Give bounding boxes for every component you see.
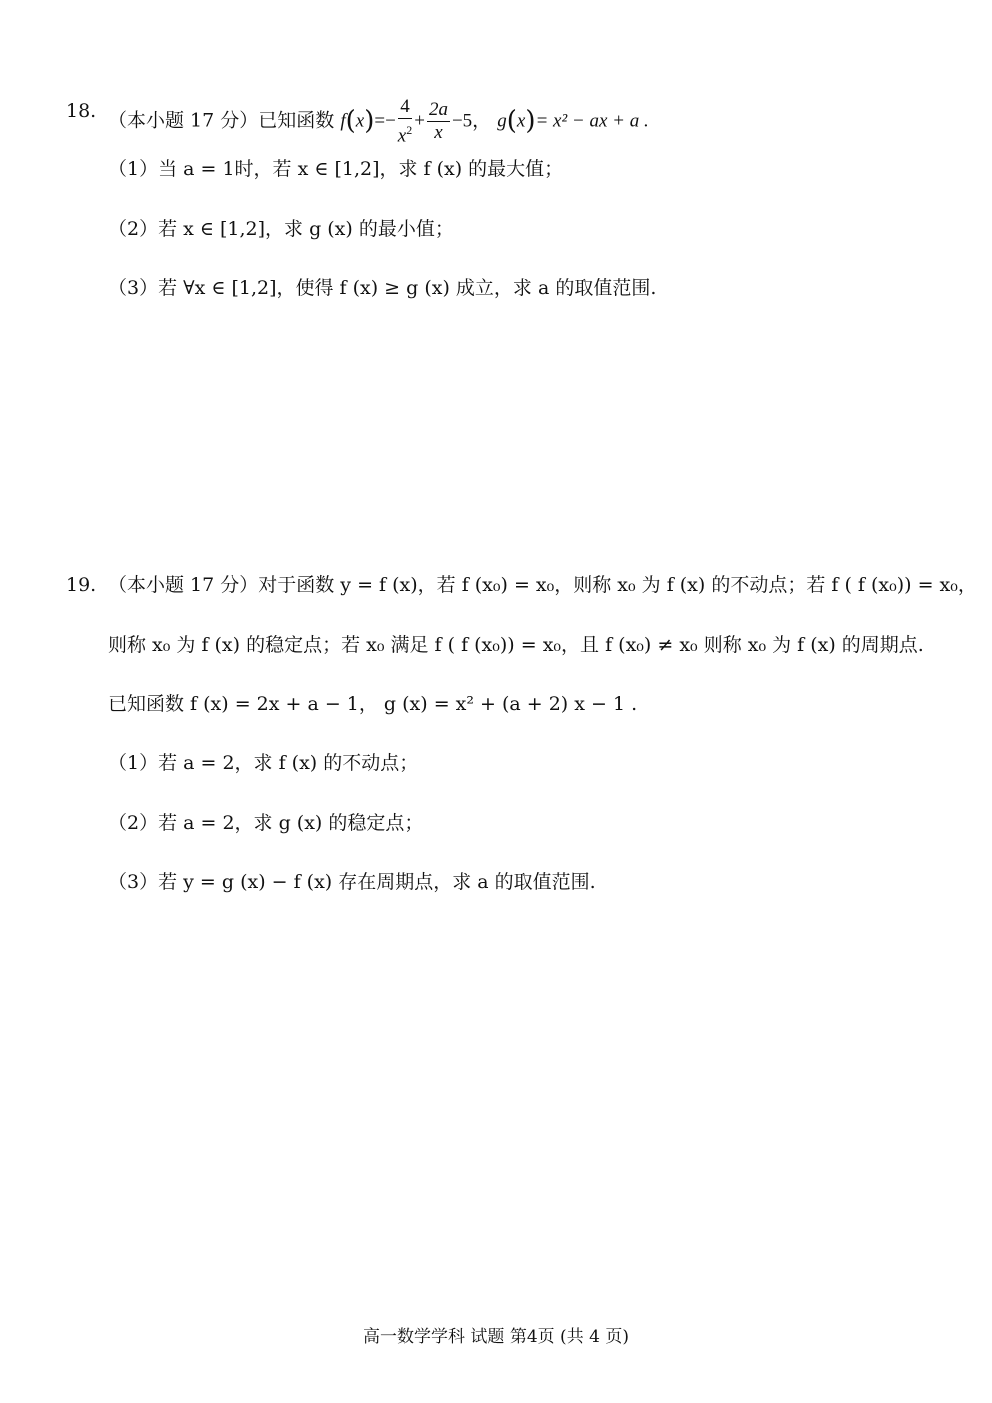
q19-points: （本小题 17 分） (108, 574, 259, 596)
question-19-number: 19. (66, 574, 97, 596)
question-19-stem-line-3: 已知函数 f (x) = 2x + a − 1， g (x) = x² + (a + 2) x − 1 . (108, 693, 638, 715)
page-footer: 高一数学学科 试题 第4页 (共 4 页) (363, 1327, 629, 1347)
q19-line1: 对于函数 y = f (x)，若 f (x₀) = x₀，则称 x₀ 为 f (x) 的不动点；若 f ( f (x₀)) = x₀， (258, 574, 977, 596)
question-19-stem-line-2: 则称 x₀ 为 f (x) 的稳定点；若 x₀ 满足 f ( f (x₀)) = x₀，且 f (x₀) ≠ x₀ 则称 x₀ 为 f (x) 的周期点. (108, 634, 924, 656)
q19-part-2: （2）若 a = 2，求 g (x) 的稳定点； (108, 812, 424, 834)
q18-fraction-1: $\frac{4}{x^2}$ (397, 96, 413, 147)
q18-part-2: （2）若 x ∈ [1,2]，求 g (x) 的最小值； (108, 218, 454, 240)
q18-part-1: （1）当 a = 1时，若 x ∈ [1,2]，求 f (x) 的最大值； (108, 158, 564, 180)
question-19-stem-line-1 (108, 570, 977, 600)
q18-fraction-2: $\frac{2a}{x}$ (428, 99, 448, 144)
q18-part-3: （3）若 ∀x ∈ [1,2]，使得 f (x) ≥ g (x) 成立，求 a 的取值范围. (108, 277, 657, 299)
question-18-stem: （本小题 17 分）已知函数 f(x)=− $\frac{4}{x^2}$ + $\frac{2a}{x}$ −5， g(x)= x² − ax + a . (108, 96, 649, 147)
question-18-number: 18. (66, 100, 97, 122)
q18-g-symbol: g (497, 110, 507, 132)
q18-points: （本小题 17 分） (108, 109, 259, 132)
q19-part-1: （1）若 a = 2，求 f (x) 的不动点； (108, 752, 419, 774)
q18-f-symbol: f (340, 110, 346, 132)
q18-lead: 已知函数 (258, 109, 335, 132)
q18-f-tail: −5， (451, 110, 492, 132)
q18-f-eq: =− (374, 110, 396, 132)
q18-g-def: = x² − ax + a . (535, 110, 649, 132)
q19-part-3: （3）若 y = g (x) − f (x) 存在周期点，求 a 的取值范围. (108, 871, 596, 893)
